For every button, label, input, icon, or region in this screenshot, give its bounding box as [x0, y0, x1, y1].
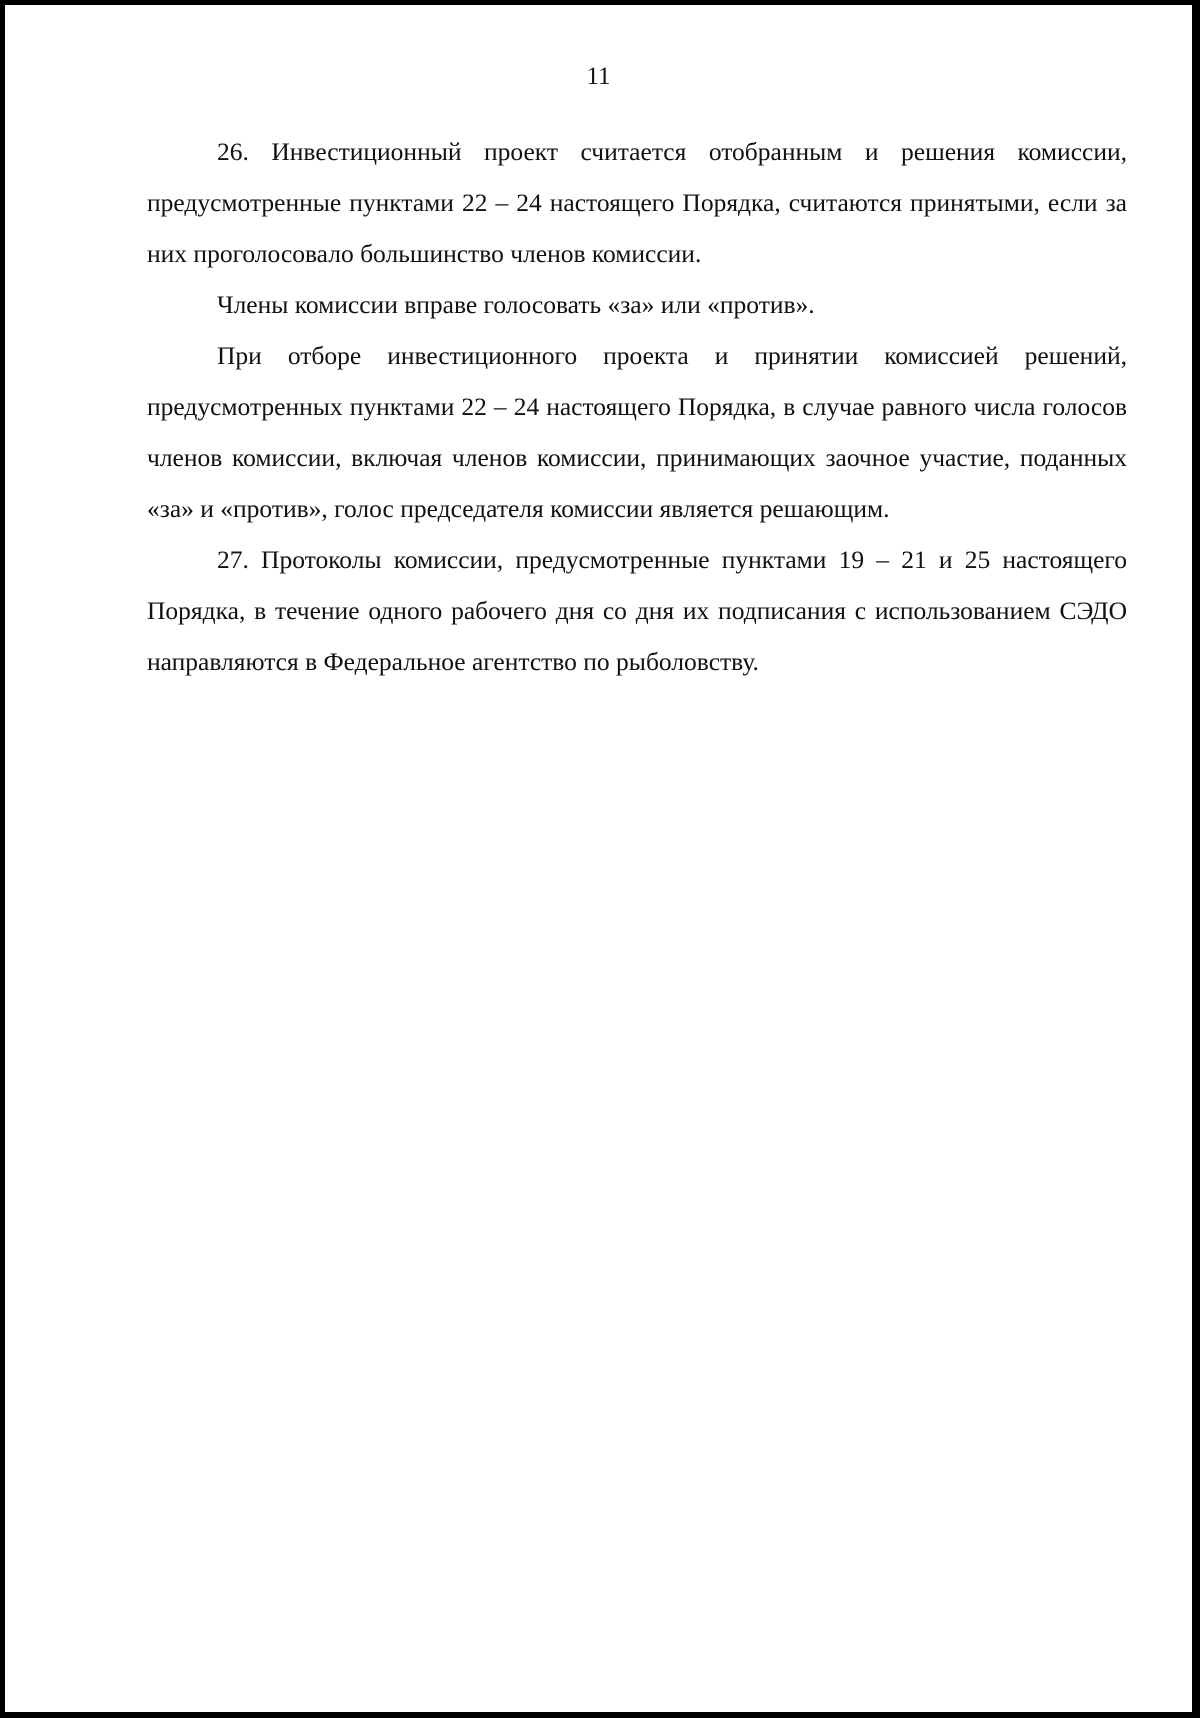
paragraph-voting-rights: Члены комиссии вправе голосовать «за» или «против».: [217, 290, 815, 319]
page-number: 11: [586, 63, 611, 90]
document-body: [147, 126, 1127, 687]
paragraph-item-27: 27. Протоколы комиссии, предусмотренные пунктами 19 – 21 и 25 настоящего Порядка, в течение одного рабочего дня со дня их подписания с использованием СЭДО направляются в Федеральное агентство по рыболовству.: [147, 545, 1127, 676]
paragraph-item-26: 26. Инвестиционный проект считается отобранным и решения комиссии, предусмотренные пунктами 22 – 24 настоящего Порядка, считаются принятыми, если за них проголосовало большинство членов комиссии.: [147, 137, 1127, 268]
paragraph-tie-vote: При отборе инвестиционного проекта и принятии комиссией решений, предусмотренных пунктами 22 – 24 настоящего Порядка, в случае равного числа голосов членов комиссии, включая членов комиссии, принимающих заочное участие, поданных «за» и «против», голос председателя комиссии является решающим.: [147, 341, 1127, 523]
